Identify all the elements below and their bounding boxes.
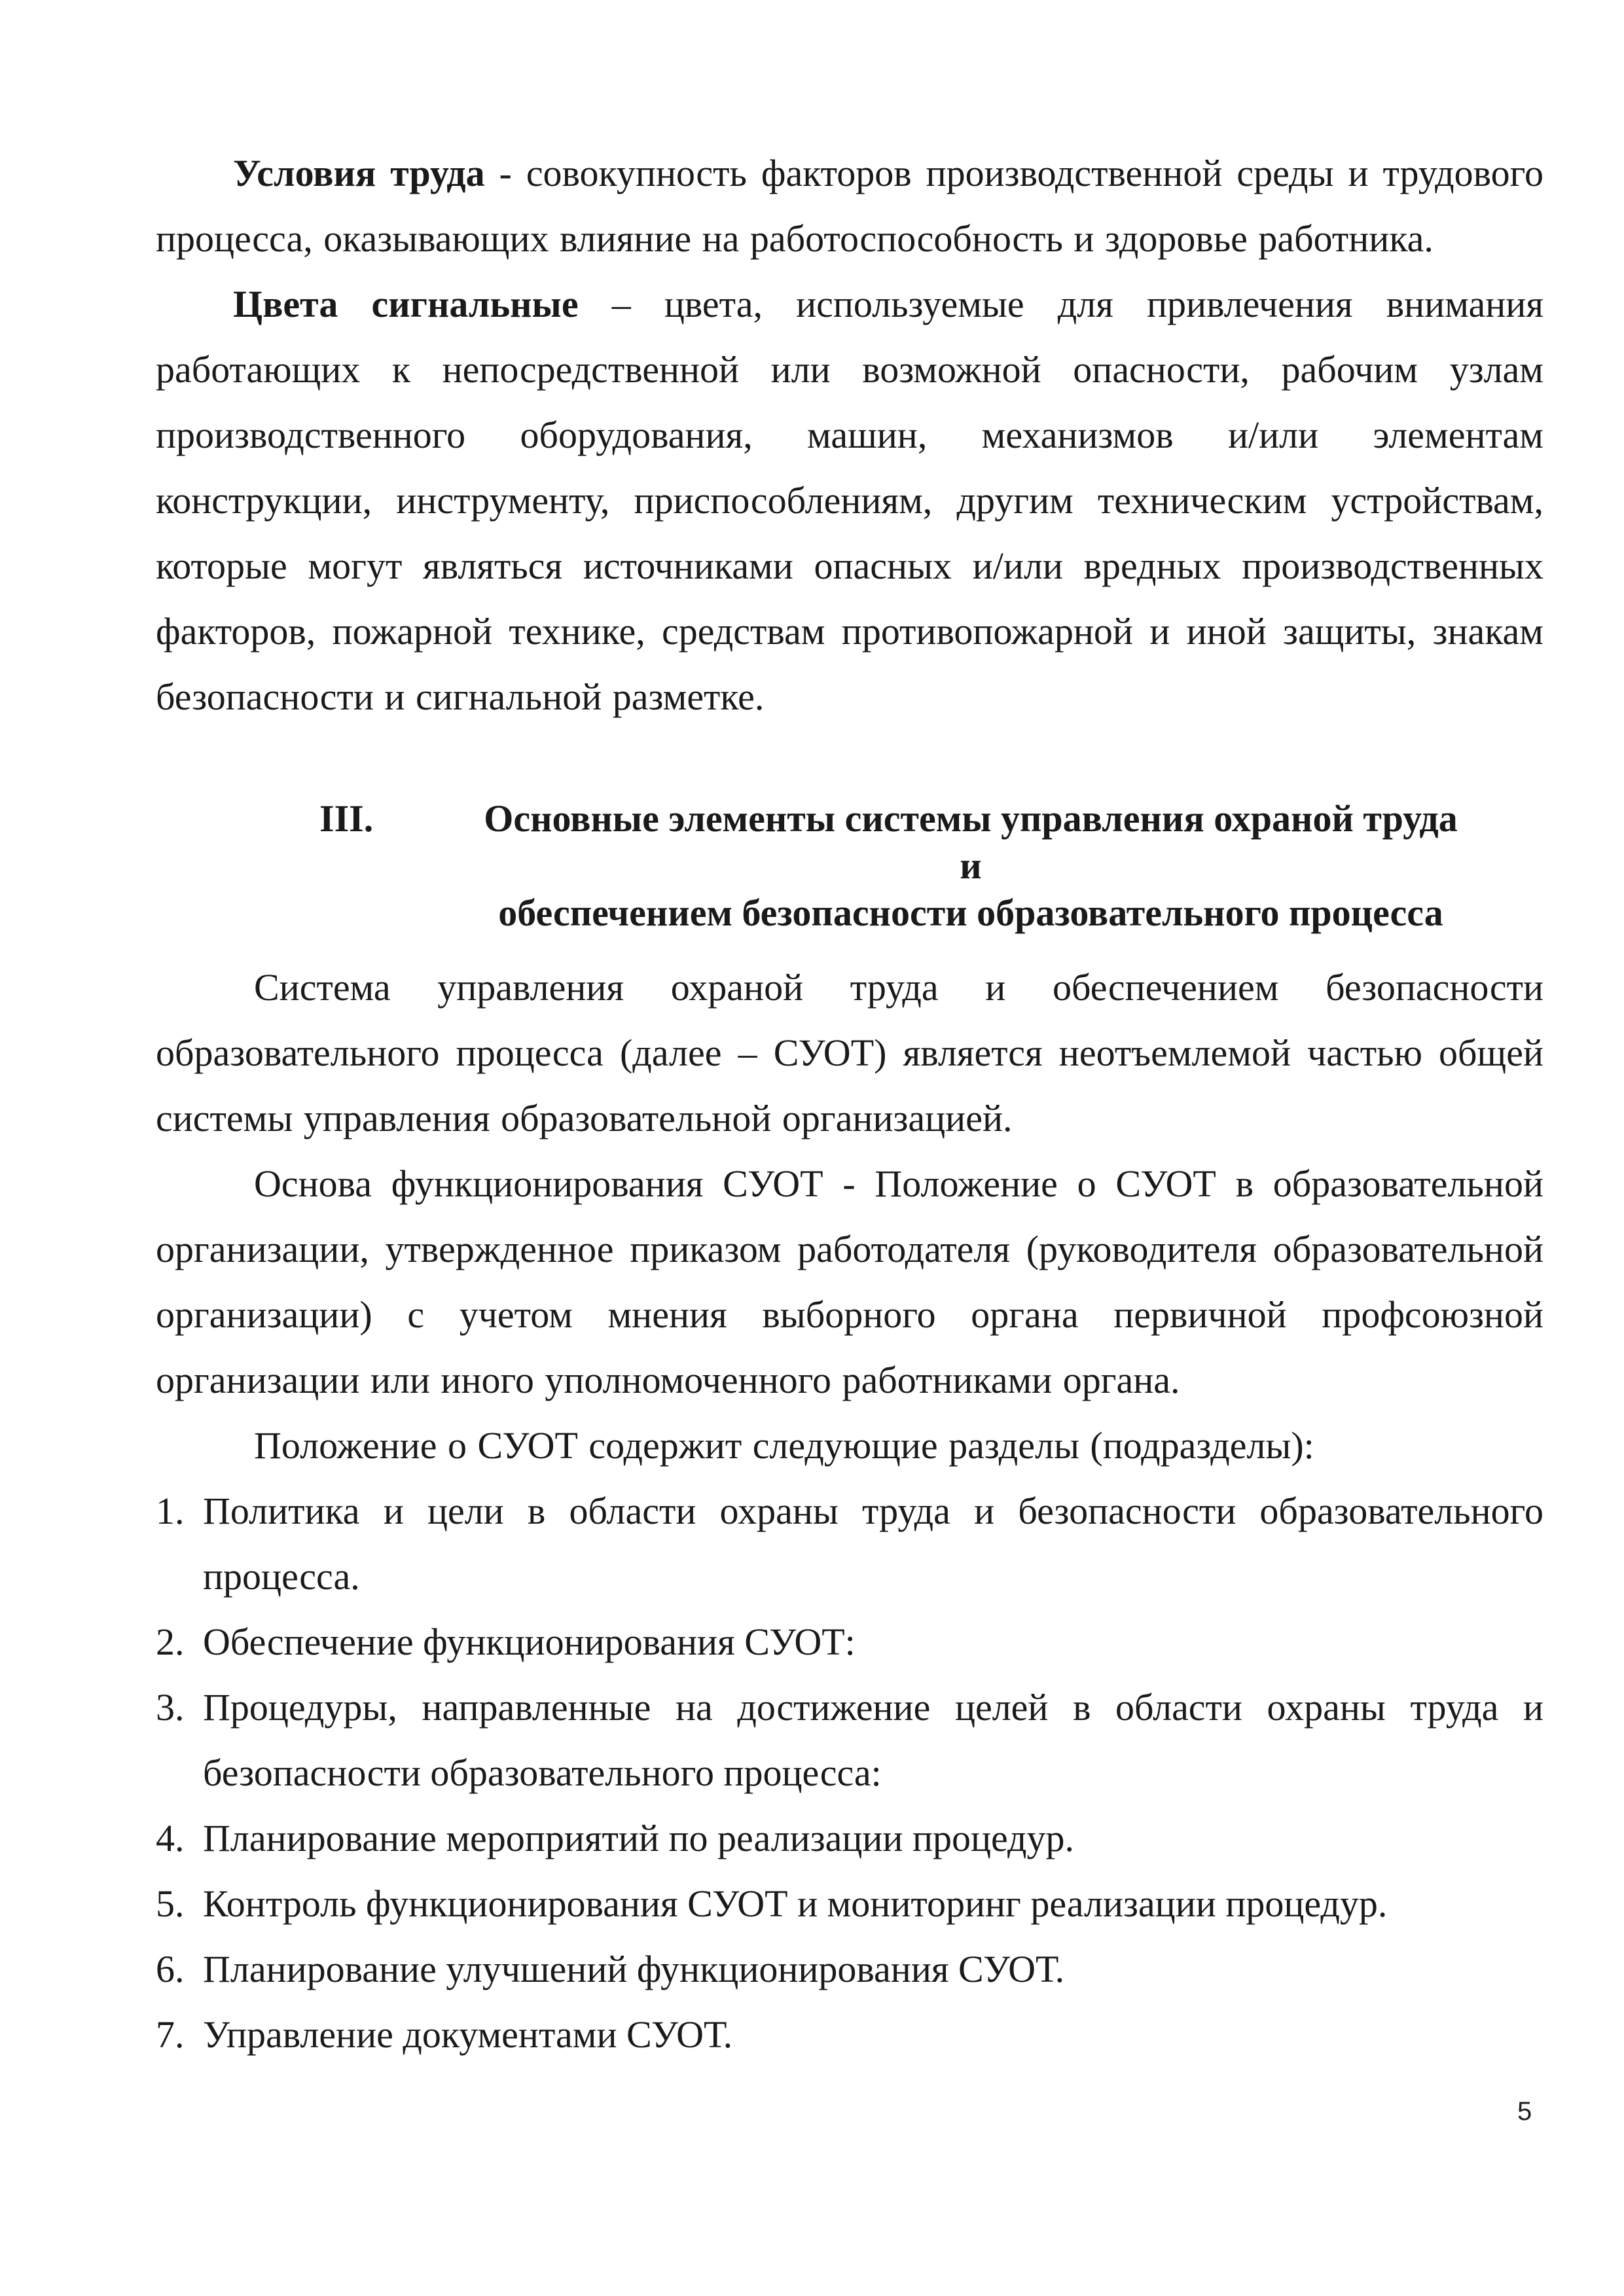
definition-text: совокупность факторов производственной среды и трудового процесса, оказывающих влияние на работоспособность и здоровье работника. — [156, 152, 1543, 260]
paragraph-suot-sections-intro: Положение о СУОТ содержит следующие разделы (подразделы): — [254, 1424, 1314, 1467]
list-item-text: Контроль функционирования СУОТ и мониторинг реализации процедур. — [203, 1882, 1388, 1925]
document-page — [156, 141, 1543, 2068]
list-item-number: 4. — [156, 1817, 185, 1859]
list-item-number: 3. — [156, 1686, 185, 1729]
definition-separator: - — [484, 152, 526, 194]
section-spacer — [156, 730, 1543, 795]
section-number: III. — [319, 797, 374, 840]
list-item-text: Планирование мероприятий по реализации процедур. — [203, 1817, 1075, 1859]
section-heading — [156, 795, 1543, 937]
list-item — [156, 2002, 1543, 2068]
definition-working-conditions — [156, 141, 1543, 272]
list-item — [156, 1609, 1543, 1675]
list-item-text: Политика и цели в области охраны труда и безопасности образовательного процесса. — [203, 1490, 1543, 1598]
list-item-number: 5. — [156, 1882, 185, 1925]
list-item-text: Процедуры, направленные на достижение целей в области охраны труда и безопасности образовательного процесса: — [203, 1686, 1543, 1794]
section-title — [477, 795, 1543, 937]
list-item-text: Планирование улучшений функционирования СУОТ. — [203, 1948, 1065, 1990]
list-item — [156, 1479, 1543, 1609]
list-item-number: 2. — [156, 1621, 185, 1663]
list-item-number: 7. — [156, 2013, 185, 2056]
list-item-number: 6. — [156, 1948, 185, 1990]
list-item — [156, 1871, 1543, 1937]
sections-list — [156, 1479, 1543, 2068]
definition-term: Цвета сигнальные — [233, 283, 579, 325]
definition-signal-colors — [156, 272, 1543, 730]
paragraph-suot-definition: Система управления охраной труда и обеспечением безопасности образовательного процесса (далее – СУОТ) является неотъемлемой частью общей системы управления образовательной организацией. — [156, 966, 1543, 1139]
list-item — [156, 1937, 1543, 2002]
definition-term: Условия труда — [233, 152, 485, 194]
list-item-text: Управление документами СУОТ. — [203, 2013, 733, 2056]
definition-text: цвета, используемые для привлечения внимания работающих к непосредственной или возможной опасности, рабочим узлам производственного оборудования, машин, механизмов и/или элементам конструкции, инструменту, приспособлениям, другим техническим устройствам, которые могут являться источниками опасных и/или вредных производственных факторов, пожарной технике, средствам противопожарной и иной защиты, знакам безопасности и сигнальной разметке. — [156, 283, 1544, 718]
section-title-line2: обеспечением безопасности образовательного процесса — [498, 891, 1443, 934]
list-item — [156, 1675, 1543, 1806]
list-item — [156, 1806, 1543, 1871]
definition-separator: – — [578, 283, 664, 325]
list-item-number: 1. — [156, 1490, 185, 1532]
section-title-line1: Основные элементы системы управления охраной труда и — [484, 797, 1458, 887]
paragraph-suot-basis: Основа функционирования СУОТ - Положение о СУОТ в образовательной организации, утвержденное приказом работодателя (руководителя образовательной организации) с учетом мнения выборного органа первичной профсоюзной организации или иного уполномоченного работниками органа. — [156, 1162, 1543, 1401]
list-item-text: Обеспечение функционирования СУОТ: — [203, 1621, 856, 1663]
page-number: 5 — [1517, 2097, 1532, 2126]
